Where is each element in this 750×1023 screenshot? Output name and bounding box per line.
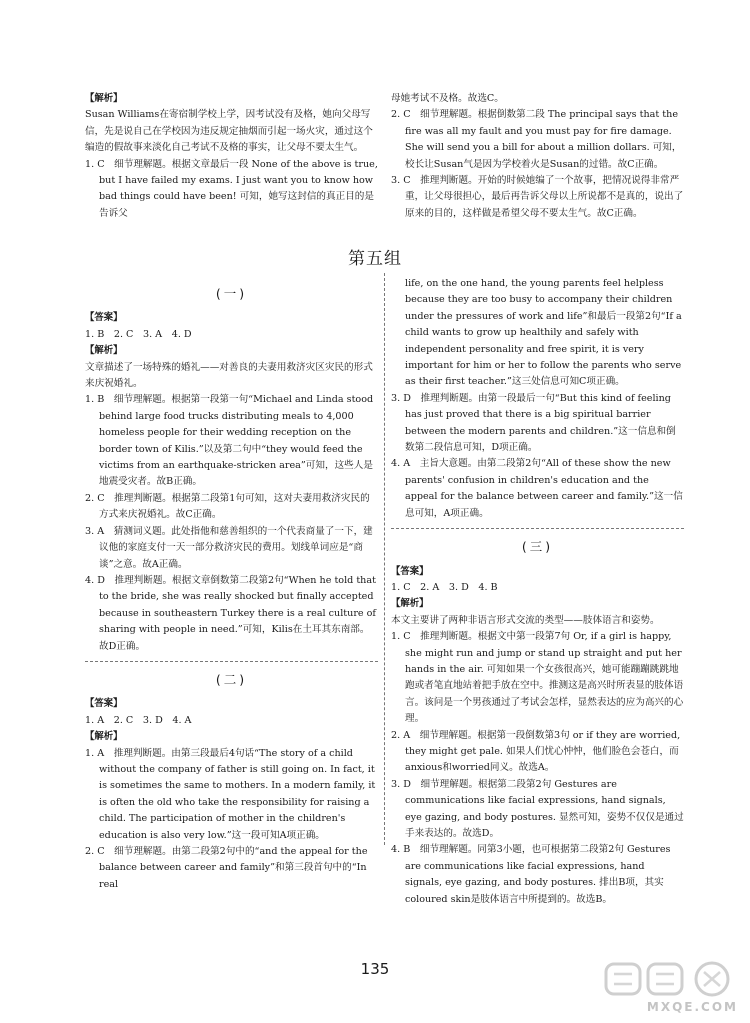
question-item: 4. A 主旨大意题。由第二段第2句“All of these show the new parents' confusion in children's education and the appeal for the balance between career and family.”这一信息可知，A项正确。	[391, 458, 683, 519]
question-item: 3. D 推理判断题。由第一段最后一句“But this kind of feeling has just proved that there is a big spiritual barrier between the modern parents and children.”这一信息和倒数第二段信息可知，D项正确。	[391, 392, 676, 454]
question-item: 2. C 推理判断题。根据第二段第1句可知，这对夫妻用救济灾民的方式来庆祝婚礼。故C正确。	[85, 492, 370, 521]
question-item: 1. B 细节理解题。根据第一段第一句“Michael and Linda stood behind large food trucks distributing meals to 4,000 homeless people for their wedding reception on the border town of Kilis.”以及第二句中“they would feed the victims from an earthquake-stricken area”可知，这些人是地震受灾者。故B正确。	[85, 394, 374, 488]
group-title: 第五组	[348, 249, 402, 269]
top-right-column	[391, 91, 684, 222]
answer-list: 1. B 2. C 3. A 4. D	[85, 328, 192, 340]
answer-label: 【答案】	[85, 698, 123, 710]
page-number: 135	[360, 960, 390, 978]
continued-text: 母她考试不及格。故选C。	[391, 93, 504, 104]
answer-label: 【答案】	[85, 312, 123, 324]
question-item: 1. A 推理判断题。由第三段最后4句话“The story of a child without the company of father is still going on. In fact, it is sometimes the same to mothers. In a modern family, it is often the old who take the responsibility for raising a child. The participation of mother in the children's education is also very low.”这一段可知A项正确。	[85, 747, 376, 841]
continued-text: life, on the one hand, the young parents feel helpless because they are too busy to accompany their children under the pressures of work and life”和最后一段第2句“If a child wants to grow up healthily and safely with independent personality and free spirit, it is very important for him or her to follow the parents who serve as their first teacher.”这三处信息可知C项正确。	[405, 278, 682, 388]
question-item: 3. A 猜测词义题。此处指他和慈善组织的一个代表商量了一下，建议他的家庭支付一天一部分救济灾民的费用。划线单词应是“商谈”之意。故A正确。	[85, 525, 373, 570]
watermark	[602, 960, 742, 1018]
section-divider	[391, 528, 684, 529]
answer-label: 【答案】	[391, 565, 429, 577]
analysis-label: 【解析】	[85, 731, 123, 743]
intro-paragraph: Susan Williams在寄宿制学校上学，因考试没有及格，她向父母写信，先是说自己在学校因为违反规定抽烟而引起一场火灾，通过这个编造的假故事来淡化自己考试不及格的事实，让父母不要太生气。	[85, 109, 373, 154]
intro-paragraph: 文章描述了一场特殊的婚礼——对善良的夫妻用救济灾区灾民的形式来庆祝婚礼。	[85, 361, 373, 390]
column-divider	[384, 273, 385, 845]
section-title-3: (三)	[521, 539, 554, 555]
bottom-right-column	[391, 276, 684, 908]
analysis-label: 【解析】	[85, 345, 123, 357]
question-item: 3. D 细节理解题。根据第二段第2句 Gestures are communications like facial expressions, hand signals, eye gazing, and body postures. 显然可知，姿势不仅仅是通过手来表达的。故选D。	[391, 778, 684, 839]
question-item: 2. A 细节理解题。根据第一段倒数第3句 or if they are worried, they might get pale. 如果人们忧心忡忡，他们脸色会苍白，而anxious和worried同义。故选A。	[391, 729, 681, 774]
section-title-1: (一)	[215, 286, 248, 301]
section-title-2: (二)	[215, 671, 248, 687]
analysis-label: 【解析】	[391, 598, 429, 610]
question-item: 1. C 细节理解题。根据文章最后一段 None of the above is true, but I have failed my exams. I just want you to know how bad things could have been! 可知，她写这封信的真正目的是告诉父	[85, 158, 378, 219]
section-divider	[85, 661, 378, 662]
bottom-left-column	[85, 276, 378, 893]
answer-list: 1. C 2. A 3. D 4. B	[391, 581, 498, 593]
question-item: 1. C 推理判断题。根据文中第一段第7句 Or, if a girl is happy, she might run and jump or stand up straight and put her hands in the air. 可知如果一个女孩很高兴，她可能蹦蹦跳跳地跑或者笔直地站着把手放在空中。推测这是高兴时所表显的肢体语言。该问是一个男孩通过了考试会怎样，显然表达的应为高兴的心理。	[391, 631, 684, 725]
answer-list: 1. A 2. C 3. D 4. A	[85, 714, 192, 726]
question-item: 4. B 细节理解题。同第3小题，也可根据第二段第2句 Gestures are communications like facial expressions, hand signals, eye gazing, and body postures. 排出B项，其实coloured skin是肢体语言中所提到的。故选B。	[391, 844, 671, 905]
watermark-logo-icon	[602, 960, 742, 998]
question-item: 4. D 推理判断题。根据文章倒数第二段第2句“When he told that to the bride, she was really shocked but finally accepted because in southeastern Turkey there is a real culture of sharing with people in need.”可知，Kilis在土耳其东南部。故D正确。	[85, 574, 376, 652]
watermark-text: MXQE.COM	[646, 1000, 738, 1014]
question-item: 2. C 细节理解题。由第二段第2句中的“and the appeal for the balance between career and family”和第三段首句中的“In real	[85, 846, 368, 890]
intro-paragraph: 本文主要讲了两种非语言形式交流的类型——肢体语言和姿势。	[391, 614, 660, 626]
question-item: 3. C 推理判断题。开始的时候她编了一个故事，把情况说得非常严重，让父母很担心，最后再告诉父母以上所说都不是真的，说出了原来的目的，这样做是希望父母不要太生气。故C正确。	[391, 175, 684, 219]
top-left-column	[85, 91, 378, 222]
analysis-label: 【解析】	[85, 93, 123, 104]
question-item: 2. C 细节理解题。根据倒数第二段 The principal says that the fire was all my fault and you must pay for fire damage. She will send you a bill for about a million dollars. 可知，校长让Susan气是因为学校着火是Susan的过错。故C正确。	[391, 109, 682, 170]
